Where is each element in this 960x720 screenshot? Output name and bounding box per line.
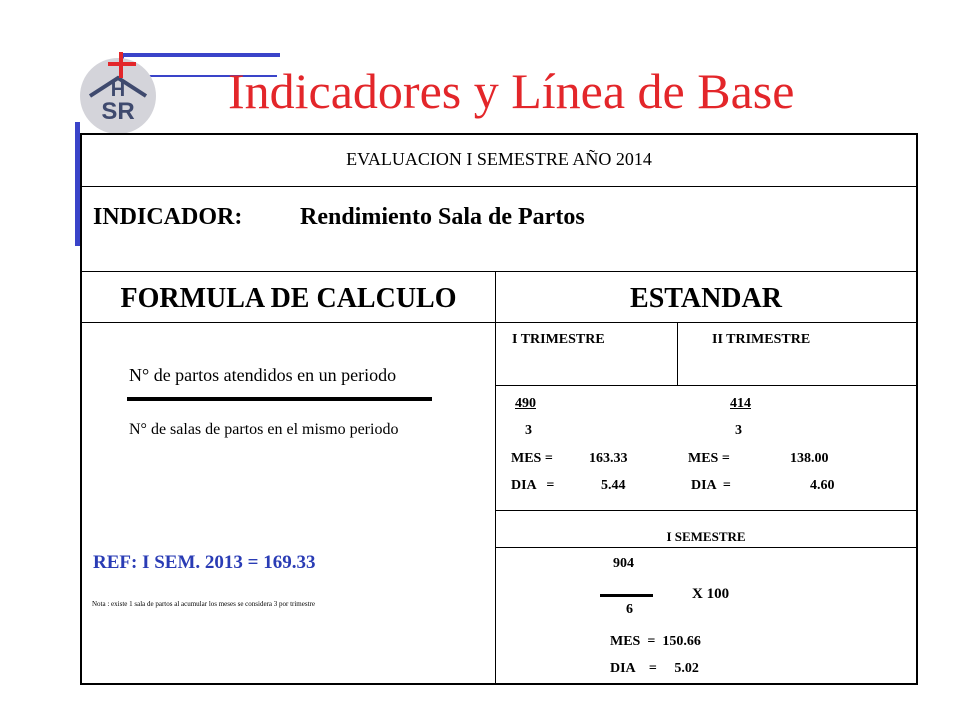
q1-numerator: 490 [515, 396, 536, 411]
page-title: Indicadores y Línea de Base [228, 63, 795, 119]
semester-numerator: 904 [613, 556, 634, 571]
semester-fraction-bar [600, 594, 653, 597]
accent-line-top [122, 53, 280, 57]
formula-column-header: FORMULA DE CALCULO [120, 283, 457, 314]
q2-dia-label: DIA = [691, 478, 731, 493]
q2-mes-label: MES = [688, 451, 730, 466]
logo-cross-bar [108, 62, 136, 66]
semester-mes: MES = 150.66 [610, 634, 701, 649]
table-border-right [916, 133, 918, 685]
q1-mes-label: MES = [511, 451, 553, 466]
semester-multiplier: X 100 [692, 586, 730, 602]
indicator-label: INDICADOR: [93, 204, 243, 230]
q1-mes-value: 163.33 [589, 451, 628, 466]
logo-letter-h: H [110, 79, 126, 101]
indicator-value: Rendimiento Sala de Partos [300, 204, 585, 230]
table-border-top [80, 133, 918, 135]
q1-dia-label: DIA = [511, 478, 555, 493]
standard-column-header: ESTANDAR [630, 283, 782, 314]
q1-denominator: 3 [525, 423, 532, 438]
q2-denominator: 3 [735, 423, 742, 438]
column-divider [495, 271, 496, 685]
logo-letters-sr: SR [101, 98, 135, 125]
row-divider [80, 186, 918, 187]
formula-note: Nota : existe 1 sala de partos al acumular los meses se considera 3 por trimestre [92, 600, 315, 608]
cell-divider [495, 385, 918, 386]
cell-divider [677, 322, 678, 385]
fraction-bar [127, 397, 432, 401]
q2-numerator: 414 [730, 396, 751, 411]
semester-label: I SEMESTRE [666, 529, 746, 544]
q1-dia-value: 5.44 [601, 478, 626, 493]
q2-mes-value: 138.00 [790, 451, 829, 466]
row-divider [80, 322, 918, 323]
q2-dia-value: 4.60 [810, 478, 835, 493]
evaluation-header: EVALUACION I SEMESTRE AÑO 2014 [346, 149, 652, 169]
formula-denominator: N° de salas de partos en el mismo periodo [129, 421, 399, 438]
quarter-2-label: II TRIMESTRE [712, 332, 811, 347]
semester-dia: DIA = 5.02 [610, 661, 699, 676]
formula-numerator: N° de partos atendidos en un periodo [129, 365, 397, 385]
cell-divider [495, 547, 918, 548]
table-border-left [80, 133, 82, 685]
table-border-bottom [80, 683, 918, 685]
semester-denominator: 6 [626, 602, 633, 617]
cell-divider [495, 510, 918, 511]
reference-value: REF: I SEM. 2013 = 169.33 [93, 552, 316, 573]
quarter-1-label: I TRIMESTRE [512, 332, 605, 347]
row-divider [80, 271, 918, 272]
